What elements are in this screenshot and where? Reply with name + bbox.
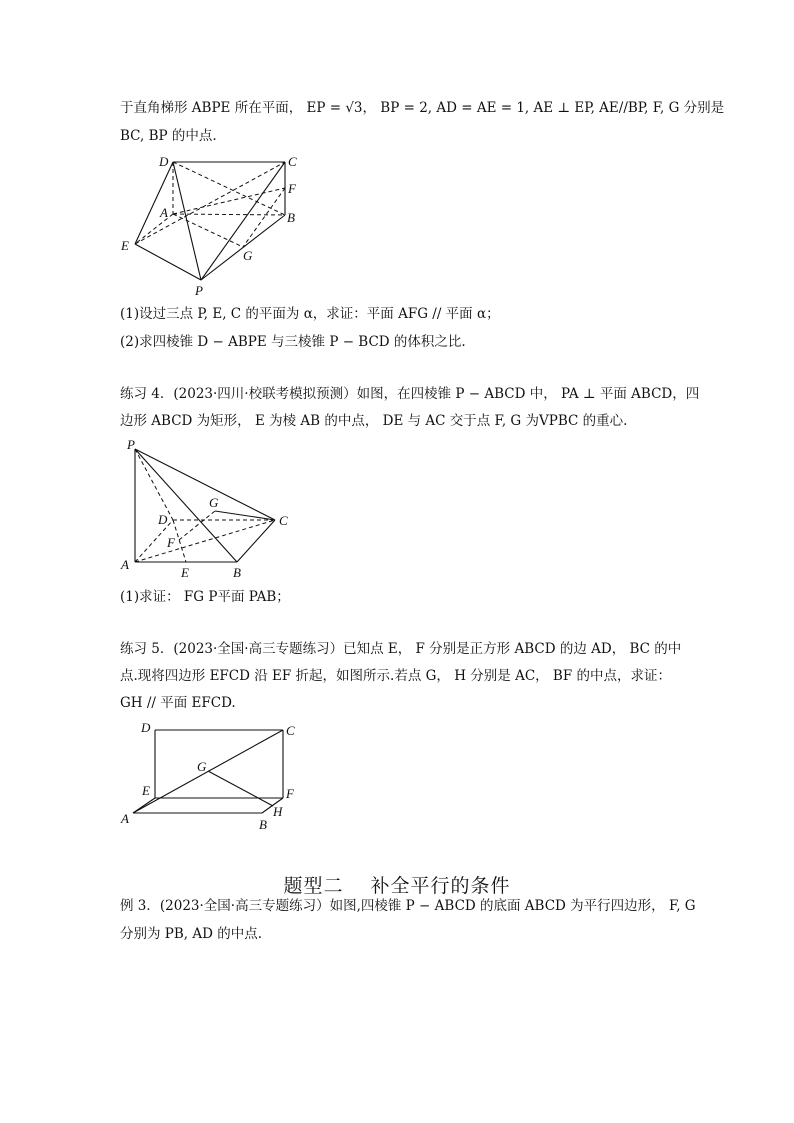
label-C: C (288, 154, 297, 169)
edge-EP (135, 244, 201, 280)
ex4-line-2: 边形 ABCD 为矩形， E 为棱 AB 的中点， DE 与 AC 交于点 F, G 为VPBC 的重心. (120, 413, 628, 429)
edge-BC (237, 520, 275, 562)
ex3-line-2: 分别为 PB, AD 的中点. (120, 926, 263, 942)
label-G: G (197, 759, 207, 774)
ex4-part-1: (1)求证： FG P平面 PAB； (120, 589, 290, 605)
figure-1-geometry (115, 150, 315, 300)
edge-AB (173, 214, 285, 215)
intro-line-2: BC, BP 的中点. (120, 128, 217, 144)
edge-DE (135, 162, 173, 244)
label-E: E (181, 565, 189, 580)
label-F: F (288, 181, 296, 196)
label-E: E (121, 238, 129, 253)
ex3-line-1: 例 3．(2023·全国·高三专题练习）如图,四棱锥 P − ABCD 的底面 ABCD 为平行四边形， F, G (120, 898, 696, 914)
figure-2-geometry (115, 435, 300, 585)
edge-AF (173, 188, 285, 214)
label-B: B (259, 817, 267, 832)
label-A: A (121, 557, 129, 572)
q1-part-2: (2)求四棱锥 D − ABPE 与三棱锥 P − BCD 的体积之比. (120, 334, 466, 350)
section-heading: 题型二 补全平行的条件 (283, 875, 511, 897)
edge-FG (243, 188, 285, 247)
edge-DB (173, 162, 285, 215)
figure-3-geometry (115, 715, 315, 835)
edge-AG (173, 214, 243, 247)
label-B: B (287, 210, 295, 225)
ex5-line-2: 点.现将四边形 EFCD 沿 EF 折起，如图所示.若点 G， H 分别是 AC， BF 的中点，求证： (120, 668, 672, 684)
label-P: P (127, 437, 135, 452)
label-C: C (279, 513, 288, 528)
label-A: A (160, 205, 168, 220)
label-D: D (141, 720, 151, 735)
edge-GH (208, 771, 273, 806)
ex5-line-3: GH // 平面 EFCD. (120, 695, 236, 711)
intro-line-1: 于直角梯形 ABPE 所在平面， EP = √3， BP = 2, AD = AE = 1, AE ⊥ EP, AE//BP, F, G 分别是 (120, 100, 725, 116)
label-P: P (195, 283, 203, 298)
label-D: D (158, 512, 168, 527)
label-E: E (142, 783, 150, 798)
edge-PC (135, 449, 275, 520)
label-G: G (209, 495, 219, 510)
label-F: F (167, 535, 175, 550)
label-G: G (243, 248, 253, 263)
edge-FG (179, 511, 215, 540)
label-F: F (286, 786, 294, 801)
ex5-line-1: 练习 5．(2023·全国·高三专题练习）已知点 E， F 分别是正方形 ABCD 的边 AD， BC 的中 (120, 641, 682, 657)
label-A: A (121, 811, 129, 826)
q1-part-1: (1)设过三点 P, E, C 的平面为 α，求证：平面 AFG // 平面 α； (120, 306, 500, 322)
label-B: B (233, 565, 241, 580)
ex4-line-1: 练习 4．(2023·四川·校联考模拟预测）如图，在四棱锥 P − ABCD 中， PA ⊥ 平面 ABCD，四 (120, 386, 700, 402)
label-D: D (159, 154, 169, 169)
label-C: C (286, 723, 295, 738)
edge-EC (135, 162, 285, 244)
label-H: H (273, 804, 283, 819)
